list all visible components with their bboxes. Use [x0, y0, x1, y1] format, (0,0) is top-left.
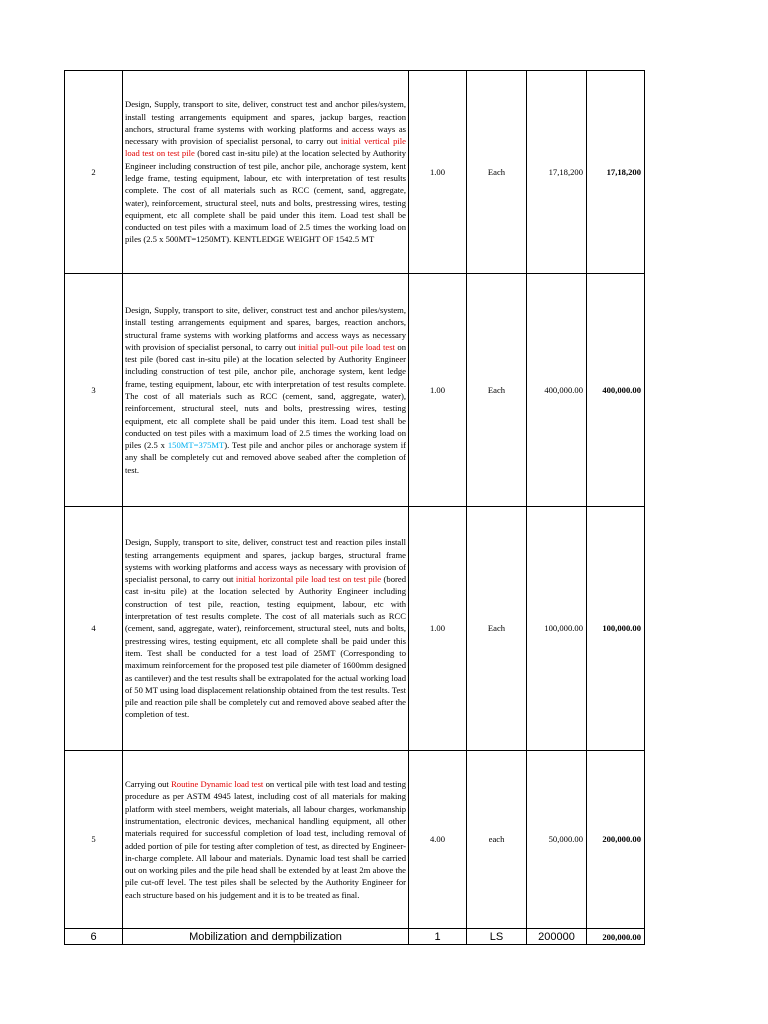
table-row: [65, 71, 645, 274]
item-number: 4: [65, 507, 123, 751]
table-row: [65, 751, 645, 929]
item-description: Carrying out Routine Dynamic load test on vertical pile with test load and testing procedure as per ASTM 4945 latest, including cost of all materials for making platform with steel members, weight materials, all labour charges, workmanship instrumentation, electronic devices, mechanical handling equipment, all other materials required for successful completion of load test, including removal of added portion of pile for testing after completion of test, as directed by Engineer-in-charge complete. All labour and materials. Dynamic load test shall be carried out on working piles and the pile head shall be extended by at least 2m above the pile cut-off level. The test piles shall be selected by the Authority Engineer for each structure based on his judgement and it is to be treated as final.: [123, 751, 409, 929]
item-rate: 400,000.00: [527, 274, 587, 507]
item-quantity: 1.00: [409, 507, 467, 751]
item-description: Design, Supply, transport to site, deliver, construct test and anchor piles/system, install testing arrangements equipment and spares, barges, reaction anchors, structural frame systems with working platforms and access ways as necessary with provision of specialist personal, to carry out initial pull-out pile load test on test pile (bored cast in-situ pile) at the location selected by Authority Engineer including construction of test pile, anchor pile, anchorage system, kent ledge frame, testing equipment, labour, etc with interpretation of test results complete. The cost of all materials such as RCC (cement, sand, aggregate, water), reinforcement, structural steel, nuts and bolts, prestressing wires, testing equipment, etc all complete shall be paid under this item. Load test shall be conducted on test piles with a maximum load of 2.5 times the working load on piles (2.5 x 150MT=375MT). Test pile and anchor piles or anchorage system if any shall be completely cut and removed above seabed after the completion of test.: [123, 274, 409, 507]
item-unit: Each: [467, 274, 527, 507]
item-number: 5: [65, 751, 123, 929]
item-amount: 400,000.00: [587, 274, 645, 507]
item-unit: Each: [467, 507, 527, 751]
item-amount: 200,000.00: [587, 751, 645, 929]
highlighted-load-value: 150MT=375MT: [167, 440, 225, 451]
highlighted-test-name: initial pull-out pile load test: [298, 341, 395, 352]
item-rate: 17,18,200: [527, 71, 587, 274]
item-description: Mobilization and dempbilization: [123, 929, 409, 945]
item-description: Design, Supply, transport to site, deliver, construct test and anchor piles/system, install testing arrangements equipment and spares, jackup barges, reaction anchors, structural frame systems with working platforms and access ways as necessary with provision of specialist personal, to carry out initial vertical pile load test on test pile (bored cast in-situ pile) at the location selected by Authority Engineer including construction of test pile, anchor pile, anchorage system, kent ledge frame, testing equipment, labour, etc with interpretation of test results complete. The cost of all materials such as RCC (cement, sand, aggregate, water), reinforcement, structural steel, nuts and bolts, prestressing wires, testing equipment, etc all complete shall be paid under this item. Load test shall be conducted on test piles with a maximum load of 2.5 times the working load on piles (2.5 x 500MT=1250MT). KENTLEDGE WEIGHT OF 1542.5 MT: [123, 71, 409, 274]
item-number: 3: [65, 274, 123, 507]
item-quantity: 1: [409, 929, 467, 945]
item-quantity: 1.00: [409, 71, 467, 274]
table-row: [65, 507, 645, 751]
item-rate: 50,000.00: [527, 751, 587, 929]
highlighted-test-name: Routine Dynamic load test: [171, 779, 264, 790]
item-rate: 200000: [527, 929, 587, 945]
highlighted-test-name: initial horizontal pile load test on test pile: [235, 574, 382, 585]
item-quantity: 1.00: [409, 274, 467, 507]
item-quantity: 4.00: [409, 751, 467, 929]
item-unit: Each: [467, 71, 527, 274]
bill-of-quantities-table: [64, 70, 645, 945]
item-amount: 100,000.00: [587, 507, 645, 751]
item-number: 6: [65, 929, 123, 945]
item-rate: 100,000.00: [527, 507, 587, 751]
table-row: [65, 274, 645, 507]
table-row: [65, 929, 645, 945]
item-description: Design, Supply, transport to site, deliver, construct test and reaction piles install testing arrangements equipment and spares, jackup barges, structural frame systems with working platforms and access ways as necessary with provision of specialist personal, to carry out initial horizontal pile load test on test pile (bored cast in-situ pile) at the location selected by Authority Engineer including construction of test pile, reaction, testing equipment, labour, etc with interpretation of test results complete. The cost of all materials such as RCC (cement, sand, aggregate, water), reinforcement, structural steel, nuts and bolts, prestressing wires, testing equipment, etc all complete shall be paid under this item. Test shall be conducted for a test load of 25MT (Corresponding to maximum reinforcement for the proposed test pile diameter of 1600mm designed as cantilever) and the test results shall be extrapolated for the actual working load of 50 MT using load displacement relationship obtained from the test results. Test pile and reaction pile shall be completely cut and removed above seabed after the completion of test.: [123, 507, 409, 751]
item-unit: each: [467, 751, 527, 929]
highlighted-test-name: initial vertical pile load test on test pile: [125, 136, 407, 159]
item-unit: LS: [467, 929, 527, 945]
item-amount: 17,18,200: [587, 71, 645, 274]
item-number: 2: [65, 71, 123, 274]
item-amount: 200,000.00: [587, 929, 645, 945]
